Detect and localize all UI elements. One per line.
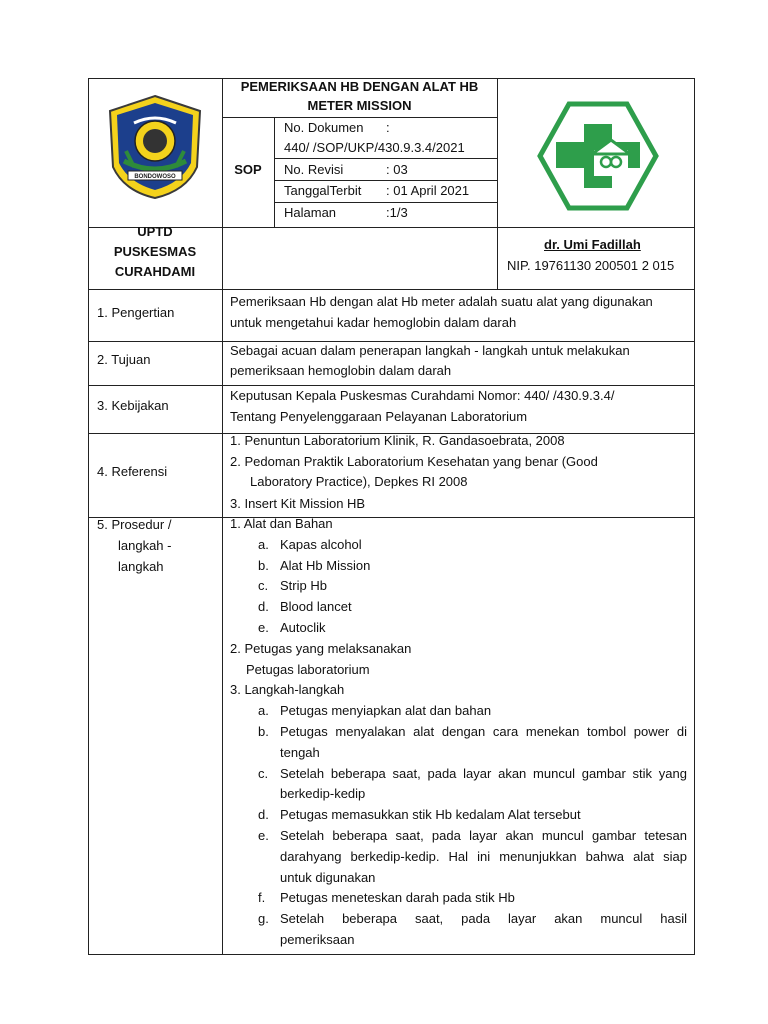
petugas-value: Petugas laboratorium [246, 661, 370, 677]
divider-v-sop [274, 117, 275, 227]
step-text [280, 805, 687, 826]
list-item [230, 618, 687, 639]
prosedur-content [230, 514, 687, 951]
doc-number-label: No. Dokumen [284, 120, 364, 135]
step-line: tengah [280, 744, 320, 760]
prosedur-label-line-1: 5. Prosedur / [97, 517, 172, 532]
regency-seal-logo [104, 93, 206, 201]
kebijakan-line-2: Tentang Penyelenggaraan Pelayanan Laboratorium [230, 409, 528, 424]
prosedur-label-line-2: langkah - [118, 538, 172, 553]
step-item [230, 888, 687, 909]
tujuan-line-2: pemeriksaan hemoglobin dalam darah [230, 363, 452, 378]
step-marker: f. [258, 890, 266, 906]
step-line: Setelah beberapa saat, pada layar akan muncul hasil [280, 911, 687, 927]
org-line-3: CURAHDAMI [114, 264, 196, 279]
step-line: Petugas menyalakan alat dengan cara menekan tombol power di [280, 723, 687, 739]
step-marker: c. [258, 765, 269, 781]
divider-h-header-bottom [88, 289, 695, 290]
step-line: Setelah beberapa saat, pada layar akan muncul gambar stik yang [280, 765, 687, 781]
revision-label: No. Revisi [284, 162, 344, 177]
revision-value: : 03 [386, 162, 408, 177]
section-label-referensi: 4. Referensi [97, 464, 168, 479]
puskesmas-logo [536, 100, 660, 212]
list-text: Autoclik [280, 619, 326, 635]
step-item [230, 909, 687, 951]
section-label-kebijakan: 3. Kebijakan [97, 398, 169, 413]
divider-v-logo-right [497, 78, 498, 289]
list-marker: e. [258, 619, 269, 635]
step-marker: g. [258, 911, 269, 927]
step-line: Petugas meneteskan darah pada stik Hb [280, 890, 515, 906]
step-line: Petugas memasukkan stik Hb kedalam Alat tersebut [280, 807, 581, 823]
step-marker: e. [258, 827, 269, 843]
step-text [280, 888, 687, 909]
document-title [222, 77, 497, 115]
step-marker: b. [258, 723, 269, 739]
signer-nip: NIP. 19761130 200501 2 015 [507, 258, 675, 273]
pengertian-line-1: Pemeriksaan Hb dengan alat Hb meter adalah suatu alat yang digunakan [230, 294, 653, 309]
step-text [280, 701, 687, 722]
divider-h-docno [274, 158, 497, 159]
divider-v-body [222, 289, 223, 955]
langkah-heading: 3. Langkah-langkah [230, 682, 345, 698]
tujuan-line-1: Sebagai acuan dalam penerapan langkah - langkah untuk melakukan [230, 343, 630, 358]
step-line: Petugas menyiapkan alat dan bahan [280, 703, 492, 719]
alat-heading: 1. Alat dan Bahan [230, 516, 333, 531]
list-marker: d. [258, 599, 269, 615]
list-text: Strip Hb [280, 578, 327, 594]
section-label-pengertian: 1. Pengertian [97, 305, 175, 320]
step-line: Setelah beberapa saat, pada layar akan muncul gambar tetesan [280, 827, 687, 843]
sop-label: SOP [234, 162, 262, 177]
step-item [230, 764, 687, 806]
step-text [280, 722, 687, 764]
title-line-1: PEMERIKSAAN HB DENGAN ALAT HB [240, 79, 479, 94]
step-line: darahyang berkedip-kedip. Hal ini menunjukkan bahwa alat siap [280, 848, 687, 864]
alat-list [230, 535, 687, 639]
step-item [230, 826, 687, 888]
title-line-2: METER MISSION [307, 98, 412, 113]
referensi-item-2: 2. Pedoman Praktik Laboratorium Kesehatan yang benar (Good [230, 454, 598, 469]
list-marker: a. [258, 536, 269, 552]
step-text [280, 826, 687, 888]
organization-name [88, 222, 222, 282]
steps-list [230, 701, 687, 951]
step-item [230, 722, 687, 764]
step-line: pemeriksaan [280, 931, 355, 947]
referensi-item-1: 1. Penuntun Laboratorium Klinik, R. Gandasoebrata, 2008 [230, 433, 565, 448]
org-line-2: PUSKESMAS [113, 244, 197, 259]
list-text: Blood lancet [280, 599, 352, 615]
page-value: :1/3 [386, 205, 408, 220]
list-text: Kapas alcohol [280, 536, 362, 552]
petugas-heading: 2. Petugas yang melaksanakan [230, 640, 412, 656]
list-item [230, 556, 687, 577]
list-marker: c. [258, 578, 269, 594]
doc-number-value: 440/ /SOP/UKP/430.9.3.4/2021 [284, 140, 465, 155]
section-label-tujuan: 2. Tujuan [97, 352, 151, 367]
step-item [230, 701, 687, 722]
step-text [280, 764, 687, 806]
list-item [230, 576, 687, 597]
list-item [230, 535, 687, 556]
list-item [230, 597, 687, 618]
step-text [280, 909, 687, 951]
issued-date-value: : 01 April 2021 [386, 183, 470, 198]
list-marker: b. [258, 557, 269, 573]
referensi-item-3: 3. Insert Kit Mission HB [230, 496, 366, 511]
section-label-prosedur [97, 514, 171, 577]
list-text: Alat Hb Mission [280, 557, 371, 573]
step-marker: a. [258, 703, 269, 719]
issued-date-label: TanggalTerbit [284, 183, 362, 198]
step-line: berkedip-kedip [280, 786, 366, 802]
step-marker: d. [258, 807, 269, 823]
signer-name: dr. Umi Fadillah [544, 237, 641, 252]
prosedur-label-line-3: langkah [118, 559, 164, 574]
referensi-item-2-cont: Laboratory Practice), Depkes RI 2008 [250, 474, 468, 489]
kebijakan-line-1: Keputusan Kepala Puskesmas Curahdami Nomor: 440/ /430.9.3.4/ [230, 388, 615, 403]
step-line: untuk digunakan [280, 869, 376, 885]
step-item [230, 805, 687, 826]
org-line-1: UPTD [137, 224, 173, 239]
pengertian-line-2: untuk mengetahui kadar hemoglobin dalam darah [230, 315, 517, 330]
seal-ribbon-text: BONDOWOSO [134, 174, 176, 180]
page-label: Halaman [284, 205, 337, 220]
doc-number-colon: : [386, 120, 390, 135]
